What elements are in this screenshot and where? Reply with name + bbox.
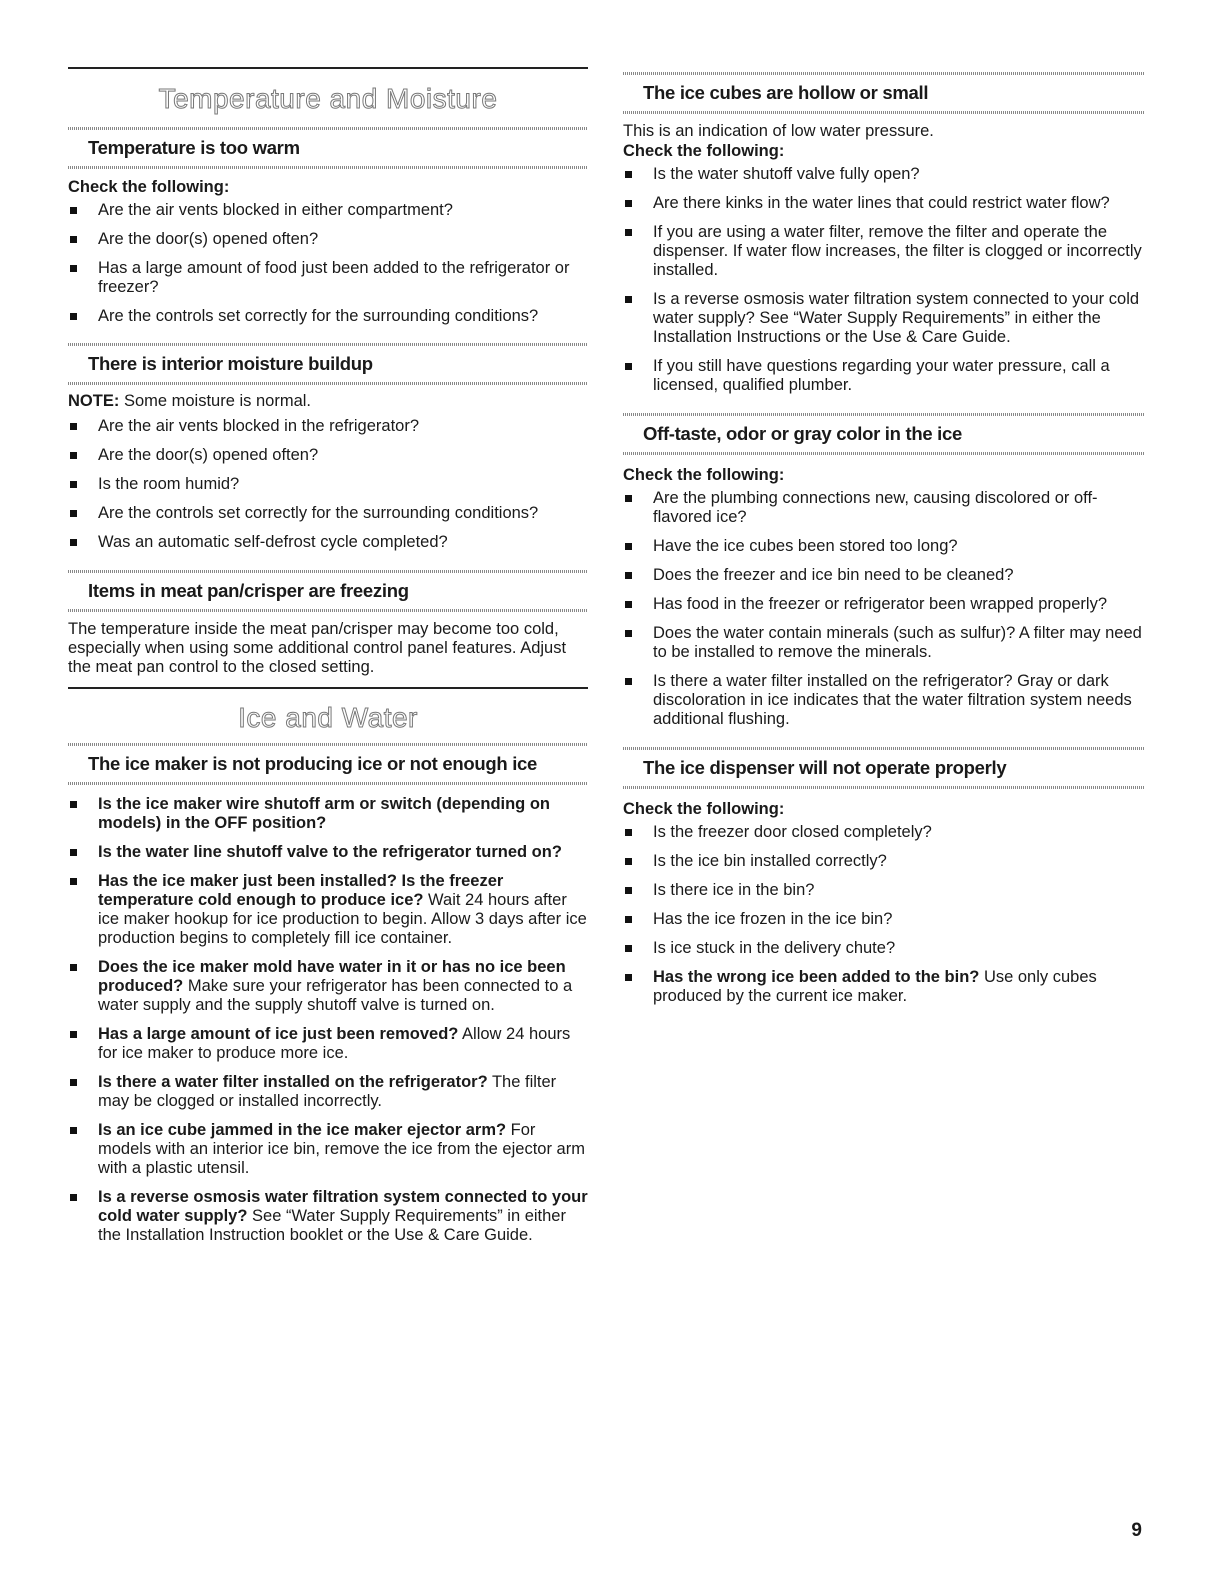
offtaste-list: [623, 489, 1145, 729]
list-item: Is the ice bin installed correctly?: [623, 852, 1145, 871]
list-item: Are the air vents blocked in either compartment?: [68, 201, 588, 220]
dispenser-list: [623, 823, 1145, 1006]
list-item: If you still have questions regarding your water pressure, call a licensed, qualified plumber.: [623, 357, 1145, 395]
note-label: NOTE:: [68, 392, 120, 410]
note-text: Some moisture is normal.: [123, 392, 311, 410]
not-producing-list: [68, 795, 588, 1245]
page-number: 9: [1131, 1520, 1142, 1541]
list-item: Are the controls set correctly for the surrounding conditions?: [68, 307, 588, 326]
list-item: Has a large amount of food just been added to the refrigerator or freezer?: [68, 259, 588, 297]
list-item: Is the water line shutoff valve to the refrigerator turned on?: [68, 843, 588, 862]
left-column: [68, 0, 588, 1255]
list-item: Does the ice maker mold have water in it or has no ice been produced? Make sure your refrigerator has been connected to a water supply and the supply shutoff valve is turned on.: [68, 958, 588, 1015]
section-rule: [68, 687, 588, 689]
list-item: Are the air vents blocked in the refrigerator?: [68, 417, 588, 436]
moisture-list: [68, 417, 588, 552]
subhead-moisture: There is interior moisture buildup: [68, 353, 588, 375]
subhead-crisper: Items in meat pan/crisper are freezing: [68, 580, 588, 602]
subhead-too-warm: Temperature is too warm: [68, 137, 588, 159]
list-item: Are the controls set correctly for the surrounding conditions?: [68, 504, 588, 523]
list-item: Is the water shutoff valve fully open?: [623, 165, 1145, 184]
list-item: Does the freezer and ice bin need to be cleaned?: [623, 566, 1145, 585]
subhead-offtaste: Off-taste, odor or gray color in the ice: [623, 423, 1145, 445]
list-item: Is the freezer door closed completely?: [623, 823, 1145, 842]
list-item: Is ice stuck in the delivery chute?: [623, 939, 1145, 958]
check-label: Check the following:: [623, 142, 785, 160]
list-item: Does the water contain minerals (such as sulfur)? A filter may need to be installed to remove the minerals.: [623, 624, 1145, 662]
list-item: Is there a water filter installed on the refrigerator? The filter may be clogged or installed incorrectly.: [68, 1073, 588, 1111]
list-item: If you are using a water filter, remove the filter and operate the dispenser. If water flow increases, the filter is clogged or incorrectly installed.: [623, 223, 1145, 280]
subhead-hollow: The ice cubes are hollow or small: [623, 82, 1145, 104]
crisper-text: The temperature inside the meat pan/crisper may become too cold, especially when using some additional control panel features. Adjust the meat pan control to the closed setting.: [68, 620, 567, 676]
list-item: Are the door(s) opened often?: [68, 446, 588, 465]
list-item: Are there kinks in the water lines that could restrict water flow?: [623, 194, 1145, 213]
list-item: Is there a water filter installed on the refrigerator? Gray or dark discoloration in ice indicates that the water filtration system needs additional flushing.: [623, 672, 1145, 729]
section-rule: [68, 67, 588, 69]
list-item: Is the ice maker wire shutoff arm or switch (depending on models) in the OFF position?: [68, 795, 588, 833]
list-item: Is a reverse osmosis water filtration system connected to your cold water supply? See “Water Supply Requirements” in either the Installation Instructions or the Use & Care Guide.: [623, 290, 1145, 347]
list-item: Has a large amount of ice just been removed? Allow 24 hours for ice maker to produce more ice.: [68, 1025, 588, 1063]
list-item: Was an automatic self-defrost cycle completed?: [68, 533, 588, 552]
hollow-intro: This is an indication of low water pressure.: [623, 122, 934, 140]
list-item: Are the door(s) opened often?: [68, 230, 588, 249]
check-label: Check the following:: [68, 178, 230, 196]
right-column: [623, 0, 1145, 1016]
list-item: Has the wrong ice been added to the bin? Use only cubes produced by the current ice maker.: [623, 968, 1145, 1006]
list-item: Is an ice cube jammed in the ice maker ejector arm? For models with an interior ice bin, remove the ice from the ejector arm with a plastic utensil.: [68, 1121, 588, 1178]
list-item: Are the plumbing connections new, causing discolored or off-flavored ice?: [623, 489, 1145, 527]
list-item: Has food in the freezer or refrigerator been wrapped properly?: [623, 595, 1145, 614]
check-label: Check the following:: [623, 466, 785, 484]
check-label: Check the following:: [623, 800, 785, 818]
list-item: Is there ice in the bin?: [623, 881, 1145, 900]
section-title-ice-water: Ice and Water: [238, 702, 418, 733]
too-warm-list: [68, 201, 588, 326]
hollow-list: [623, 165, 1145, 395]
section-title-temperature: Temperature and Moisture: [158, 83, 498, 114]
note-paragraph: [68, 392, 588, 411]
subhead-dispenser: The ice dispenser will not operate properly: [623, 757, 1145, 779]
subhead-not-producing: The ice maker is not producing ice or not enough ice: [68, 753, 588, 775]
list-item: Has the ice maker just been installed? Is the freezer temperature cold enough to produce ice? Wait 24 hours after ice maker hookup for ice production to begin. Allow 3 days after ice production begins to completely fill ice container.: [68, 872, 588, 948]
list-item: Has the ice frozen in the ice bin?: [623, 910, 1145, 929]
list-item: Is a reverse osmosis water filtration system connected to your cold water supply? See “Water Supply Requirements” in either the Installation Instruction booklet or the Use & Care Guide.: [68, 1188, 588, 1245]
list-item: Is the room humid?: [68, 475, 588, 494]
list-item: Have the ice cubes been stored too long?: [623, 537, 1145, 556]
